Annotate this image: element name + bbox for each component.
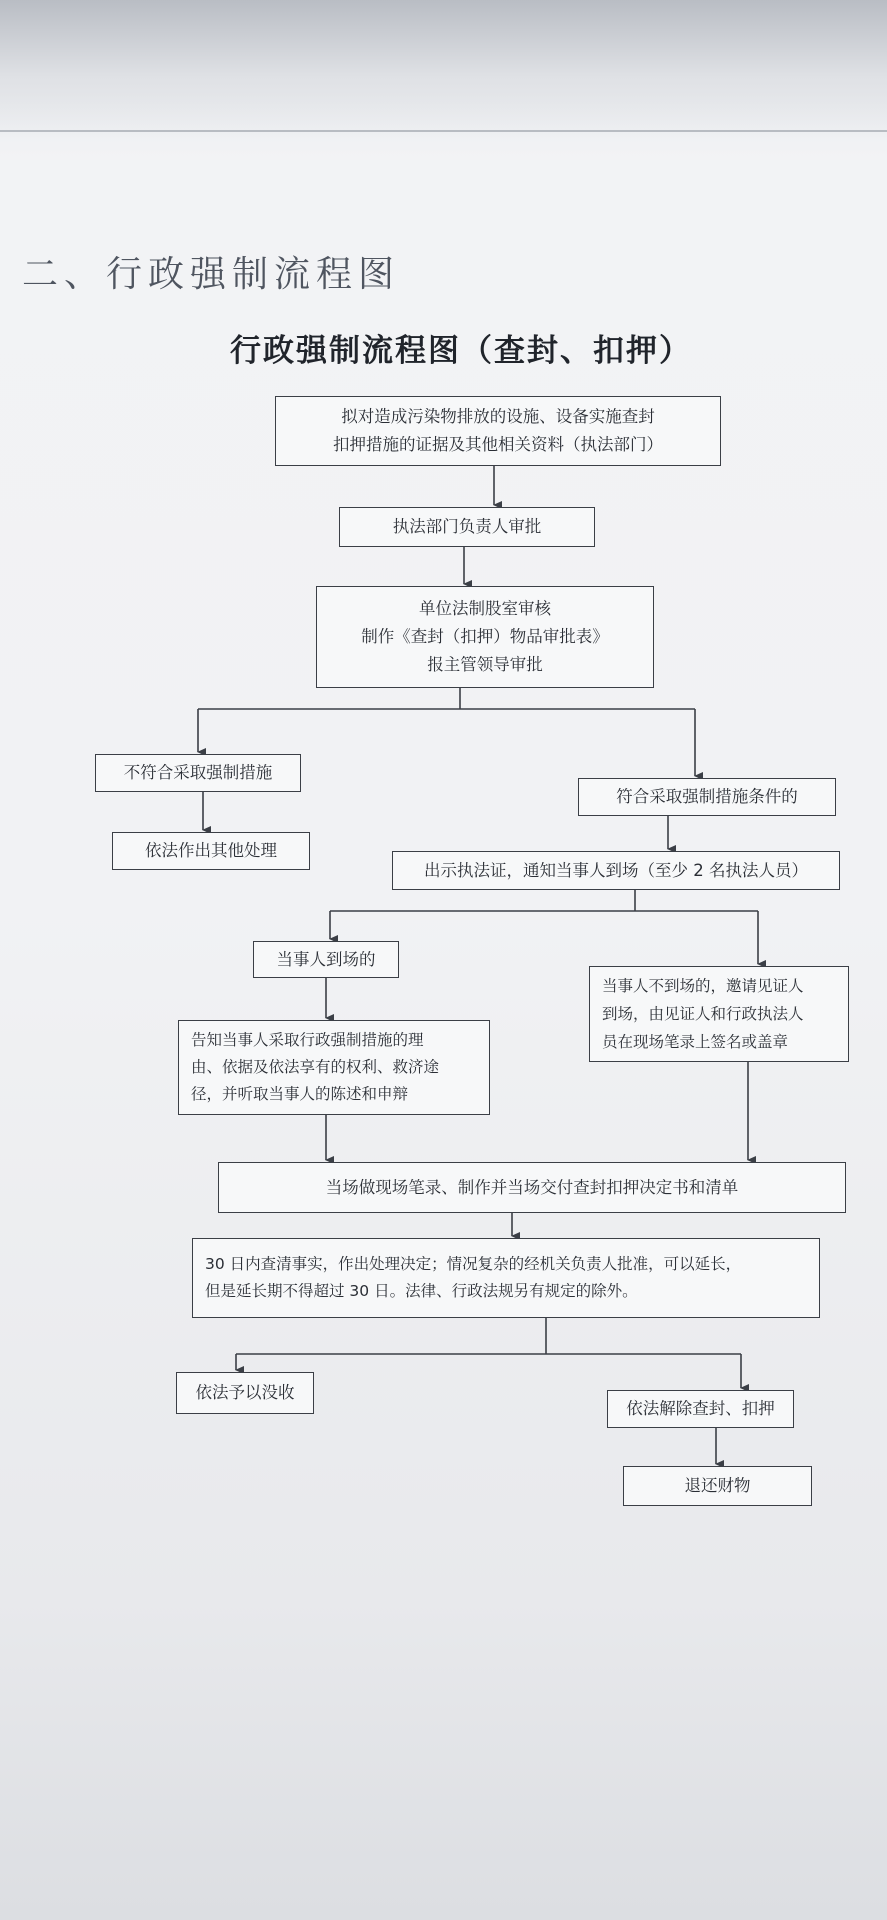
node-inform-party: 告知当事人采取行政强制措施的理 由、依据及依法享有的权利、救济途 径，并听取当事人的陈述和申辩 <box>178 1020 490 1115</box>
node-party-present: 当事人到场的 <box>253 941 399 978</box>
node-return-property: 退还财物 <box>623 1466 812 1506</box>
flowchart-title: 行政强制流程图（查封、扣押） <box>230 333 692 369</box>
node-party-absent: 当事人不到场的，邀请见证人 到场，由见证人和行政执法人 员在现场笔录上签名或盖章 <box>589 966 849 1062</box>
section-heading: 二、行政强制流程图 <box>22 254 401 295</box>
node-other-handling: 依法作出其他处理 <box>112 832 310 870</box>
node-confiscate: 依法予以没收 <box>176 1372 314 1414</box>
node-on-site-record: 当场做现场笔录、制作并当场交付查封扣押决定书和清单 <box>218 1162 846 1213</box>
node-release-seizure: 依法解除查封、扣押 <box>607 1390 794 1428</box>
node-step2-dept-approval: 执法部门负责人审批 <box>339 507 595 547</box>
node-show-certificate: 出示执法证，通知当事人到场（至少 2 名执法人员） <box>392 851 840 890</box>
node-step1-evidence: 拟对造成污染物排放的设施、设备实施查封 扣押措施的证据及其他相关资料（执法部门） <box>275 396 721 466</box>
node-not-qualified: 不符合采取强制措施 <box>95 754 301 792</box>
node-step3-legal-review: 单位法制股室审核 制作《查封（扣押）物品审批表》 报主管领导审批 <box>316 586 654 688</box>
node-30-day-decision: 30 日内查清事实，作出处理决定；情况复杂的经机关负责人批准，可以延长， 但是延长期不得超过 30 日。法律、行政法规另有规定的除外。 <box>192 1238 820 1318</box>
node-qualified: 符合采取强制措施条件的 <box>578 778 836 816</box>
